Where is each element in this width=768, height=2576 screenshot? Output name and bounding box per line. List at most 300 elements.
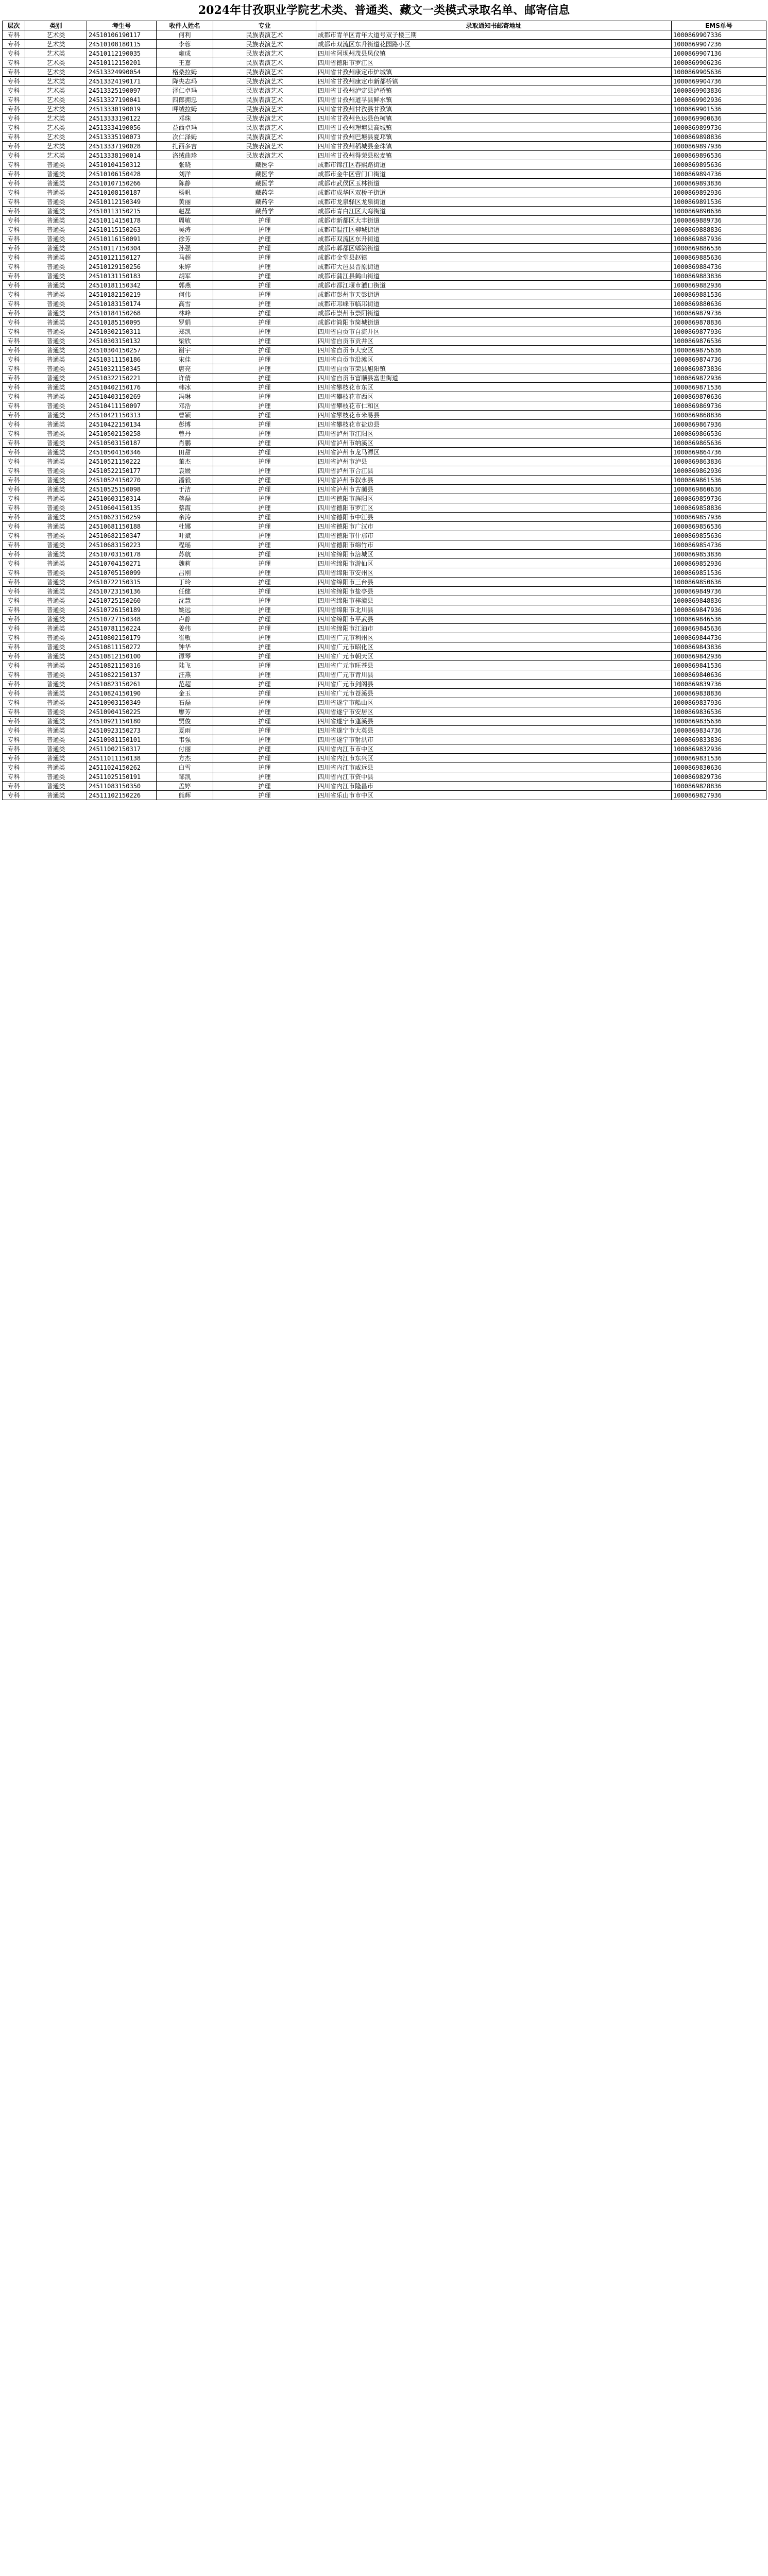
level-cell: 专科 (3, 170, 25, 179)
table-row (3, 179, 766, 188)
exam-number-cell: 24510106190117 (87, 30, 157, 40)
level-cell: 专科 (3, 95, 25, 105)
level-cell: 专科 (3, 309, 25, 318)
table-row (3, 272, 766, 281)
category-cell: 艺术类 (25, 86, 87, 95)
major-cell: 护理 (213, 744, 316, 754)
level-cell: 专科 (3, 578, 25, 587)
recipient-cell: 魏莉 (157, 559, 213, 568)
address-cell: 四川省泸州市纳溪区 (316, 438, 672, 448)
ems-number-cell: 1000869841536 (672, 661, 766, 670)
ems-number-cell: 1000869839736 (672, 680, 766, 689)
address-cell: 成都市青羊区青年大道号双子楼三期 (316, 30, 672, 40)
level-cell: 专科 (3, 364, 25, 374)
category-cell: 普通类 (25, 466, 87, 476)
level-cell: 专科 (3, 86, 25, 95)
exam-number-cell: 24510108180115 (87, 40, 157, 49)
major-cell: 护理 (213, 791, 316, 800)
ems-number-cell: 1000869844736 (672, 633, 766, 642)
major-cell: 护理 (213, 726, 316, 735)
exam-number-cell: 24510181150342 (87, 281, 157, 290)
recipient-cell: 次仁泽姆 (157, 132, 213, 142)
exam-number-cell: 24510303150132 (87, 336, 157, 346)
major-cell: 护理 (213, 689, 316, 698)
category-cell: 普通类 (25, 587, 87, 596)
address-cell: 四川省甘孜州理塘县高城镇 (316, 123, 672, 132)
table-row (3, 420, 766, 429)
category-cell: 普通类 (25, 401, 87, 411)
recipient-cell: 任健 (157, 587, 213, 596)
level-cell: 专科 (3, 346, 25, 355)
ems-number-cell: 1000869867936 (672, 420, 766, 429)
level-cell: 专科 (3, 707, 25, 717)
level-cell: 专科 (3, 717, 25, 726)
recipient-cell: 张晓 (157, 160, 213, 170)
category-cell: 艺术类 (25, 123, 87, 132)
major-cell: 民族表演艺术 (213, 40, 316, 49)
exam-number-cell: 24510802150179 (87, 633, 157, 642)
level-cell: 专科 (3, 160, 25, 170)
ems-number-cell: 1000869865636 (672, 438, 766, 448)
major-cell: 护理 (213, 503, 316, 513)
level-cell: 专科 (3, 596, 25, 605)
ems-number-cell: 1000869830636 (672, 763, 766, 772)
category-cell: 普通类 (25, 170, 87, 179)
ems-number-cell: 1000869891536 (672, 197, 766, 207)
category-cell: 普通类 (25, 290, 87, 299)
category-cell: 艺术类 (25, 142, 87, 151)
table-row (3, 661, 766, 670)
category-cell: 普通类 (25, 262, 87, 272)
exam-number-cell: 24510112150201 (87, 58, 157, 67)
recipient-cell: 李蓉 (157, 40, 213, 49)
table-row (3, 559, 766, 568)
major-cell: 护理 (213, 735, 316, 744)
table-row (3, 346, 766, 355)
recipient-cell: 徐芳 (157, 234, 213, 244)
level-cell: 专科 (3, 123, 25, 132)
address-cell: 四川省泸州市泸县 (316, 457, 672, 466)
exam-number-cell: 24510705150099 (87, 568, 157, 578)
table-row (3, 448, 766, 457)
recipient-cell: 胡军 (157, 272, 213, 281)
address-cell: 四川省德阳市什邡市 (316, 531, 672, 540)
recipient-cell: 白雪 (157, 763, 213, 772)
table-row (3, 680, 766, 689)
address-cell: 四川省攀枝花市西区 (316, 392, 672, 401)
address-cell: 四川省广元市青川县 (316, 670, 672, 680)
major-cell: 护理 (213, 429, 316, 438)
major-cell: 民族表演艺术 (213, 77, 316, 86)
exam-number-cell: 24511083150350 (87, 782, 157, 791)
ems-number-cell: 1000869856536 (672, 522, 766, 531)
exam-number-cell: 24510107150266 (87, 179, 157, 188)
category-cell: 普通类 (25, 374, 87, 383)
exam-number-cell: 24510121150127 (87, 253, 157, 262)
address-cell: 四川省广元市旺苍县 (316, 661, 672, 670)
table-row (3, 40, 766, 49)
ems-number-cell: 1000869862936 (672, 466, 766, 476)
recipient-cell: 蒋磊 (157, 494, 213, 503)
ems-number-cell: 1000869855636 (672, 531, 766, 540)
address-cell: 四川省遂宁市船山区 (316, 698, 672, 707)
level-cell: 专科 (3, 336, 25, 346)
ems-number-cell: 1000869887936 (672, 234, 766, 244)
exam-number-cell: 24510422150134 (87, 420, 157, 429)
category-cell: 普通类 (25, 299, 87, 309)
level-cell: 专科 (3, 188, 25, 197)
address-cell: 成都市金堂县赵镇 (316, 253, 672, 262)
exam-number-cell: 24510117150304 (87, 244, 157, 253)
table-row (3, 336, 766, 346)
exam-number-cell: 24511025150191 (87, 772, 157, 782)
category-cell: 普通类 (25, 707, 87, 717)
major-cell: 护理 (213, 318, 316, 327)
major-cell: 护理 (213, 466, 316, 476)
ems-number-cell: 1000869870636 (672, 392, 766, 401)
level-cell: 专科 (3, 197, 25, 207)
ems-number-cell: 1000869899736 (672, 123, 766, 132)
category-cell: 普通类 (25, 624, 87, 633)
address-cell: 四川省德阳市罗江区 (316, 503, 672, 513)
table-row (3, 782, 766, 791)
recipient-cell: 泽仁卓玛 (157, 86, 213, 95)
major-cell: 民族表演艺术 (213, 142, 316, 151)
major-cell: 护理 (213, 216, 316, 225)
address-cell: 四川省泸州市叙永县 (316, 476, 672, 485)
recipient-cell: 刘洋 (157, 170, 213, 179)
table-row (3, 698, 766, 707)
ems-number-cell: 1000869886536 (672, 244, 766, 253)
table-row (3, 392, 766, 401)
recipient-cell: 曹颖 (157, 411, 213, 420)
ems-number-cell: 1000869879736 (672, 309, 766, 318)
exam-number-cell: 24510182150219 (87, 290, 157, 299)
ems-number-cell: 1000869857936 (672, 513, 766, 522)
table-row (3, 624, 766, 633)
address-cell: 四川省自贡市荣县旭阳镇 (316, 364, 672, 374)
category-cell: 普通类 (25, 735, 87, 744)
level-cell: 专科 (3, 411, 25, 420)
category-cell: 普通类 (25, 782, 87, 791)
major-cell: 护理 (213, 290, 316, 299)
category-cell: 艺术类 (25, 40, 87, 49)
major-cell: 护理 (213, 670, 316, 680)
level-cell: 专科 (3, 253, 25, 262)
address-cell: 成都市彭州市天彭街道 (316, 290, 672, 299)
table-row (3, 485, 766, 494)
ems-number-cell: 1000869878836 (672, 318, 766, 327)
table-row (3, 262, 766, 272)
address-cell: 四川省绵阳市梓潼县 (316, 596, 672, 605)
category-cell: 普通类 (25, 197, 87, 207)
exam-number-cell: 24510722150315 (87, 578, 157, 587)
major-cell: 护理 (213, 225, 316, 234)
table-row (3, 197, 766, 207)
ems-number-cell: 1000869829736 (672, 772, 766, 782)
category-cell: 普通类 (25, 763, 87, 772)
ems-number-cell: 1000869903836 (672, 86, 766, 95)
address-cell: 成都市青白江区大弯街道 (316, 207, 672, 216)
ems-number-cell: 1000869858836 (672, 503, 766, 513)
category-cell: 普通类 (25, 791, 87, 800)
major-cell: 护理 (213, 652, 316, 661)
address-cell: 四川省乐山市市中区 (316, 791, 672, 800)
level-cell: 专科 (3, 531, 25, 540)
category-cell: 普通类 (25, 661, 87, 670)
exam-number-cell: 24510503150187 (87, 438, 157, 448)
table-header-row (3, 21, 766, 30)
exam-number-cell: 24510725150260 (87, 596, 157, 605)
level-cell: 专科 (3, 262, 25, 272)
table-row (3, 207, 766, 216)
address-cell: 四川省甘孜州道孚县鲜水镇 (316, 95, 672, 105)
address-cell: 四川省甘孜州康定市新都桥镇 (316, 77, 672, 86)
level-cell: 专科 (3, 327, 25, 336)
level-cell: 专科 (3, 503, 25, 513)
table-row (3, 105, 766, 114)
category-cell: 艺术类 (25, 132, 87, 142)
level-cell: 专科 (3, 782, 25, 791)
recipient-cell: 吴涛 (157, 225, 213, 234)
major-cell: 护理 (213, 281, 316, 290)
recipient-cell: 叶斌 (157, 531, 213, 540)
table-row (3, 735, 766, 744)
level-cell: 专科 (3, 207, 25, 216)
table-row (3, 114, 766, 123)
level-cell: 专科 (3, 40, 25, 49)
table-row (3, 476, 766, 485)
table-row (3, 605, 766, 615)
major-cell: 护理 (213, 624, 316, 633)
ems-number-cell: 1000869831536 (672, 754, 766, 763)
ems-number-cell: 1000869907336 (672, 30, 766, 40)
category-cell: 普通类 (25, 717, 87, 726)
major-cell: 护理 (213, 244, 316, 253)
table-row (3, 670, 766, 680)
header-level: 层次 (3, 21, 25, 30)
address-cell: 四川省德阳市绵竹市 (316, 540, 672, 550)
category-cell: 普通类 (25, 383, 87, 392)
category-cell: 普通类 (25, 438, 87, 448)
ems-number-cell: 1000869850636 (672, 578, 766, 587)
category-cell: 普通类 (25, 513, 87, 522)
recipient-cell: 孙强 (157, 244, 213, 253)
exam-number-cell: 24513330190019 (87, 105, 157, 114)
ems-number-cell: 1000869854736 (672, 540, 766, 550)
exam-number-cell: 24510185150095 (87, 318, 157, 327)
exam-number-cell: 24510116150091 (87, 234, 157, 244)
category-cell: 普通类 (25, 680, 87, 689)
major-cell: 护理 (213, 763, 316, 772)
major-cell: 护理 (213, 707, 316, 717)
address-cell: 四川省甘孜州泸定县泸桥镇 (316, 86, 672, 95)
exam-number-cell: 24513327190041 (87, 95, 157, 105)
table-row (3, 170, 766, 179)
ems-number-cell: 1000869836536 (672, 707, 766, 717)
table-row (3, 578, 766, 587)
major-cell: 护理 (213, 476, 316, 485)
address-cell: 成都市邛崃市临邛街道 (316, 299, 672, 309)
major-cell: 护理 (213, 457, 316, 466)
recipient-cell: 肖鹏 (157, 438, 213, 448)
exam-number-cell: 24513324990054 (87, 67, 157, 77)
ems-number-cell: 1000869838836 (672, 689, 766, 698)
category-cell: 普通类 (25, 411, 87, 420)
table-row (3, 95, 766, 105)
address-cell: 四川省绵阳市平武县 (316, 615, 672, 624)
ems-number-cell: 1000869900636 (672, 114, 766, 123)
category-cell: 艺术类 (25, 67, 87, 77)
major-cell: 护理 (213, 364, 316, 374)
major-cell: 护理 (213, 642, 316, 652)
recipient-cell: 姜伟 (157, 624, 213, 633)
ems-number-cell: 1000869863836 (672, 457, 766, 466)
recipient-cell: 何利 (157, 30, 213, 40)
level-cell: 专科 (3, 30, 25, 40)
recipient-cell: 卢静 (157, 615, 213, 624)
ems-number-cell: 1000869834736 (672, 726, 766, 735)
category-cell: 普通类 (25, 318, 87, 327)
level-cell: 专科 (3, 624, 25, 633)
category-cell: 艺术类 (25, 95, 87, 105)
address-cell: 四川省绵阳市三台县 (316, 578, 672, 587)
major-cell: 藏药学 (213, 188, 316, 197)
major-cell: 民族表演艺术 (213, 86, 316, 95)
category-cell: 普通类 (25, 772, 87, 782)
exam-number-cell: 24513335190073 (87, 132, 157, 142)
table-row (3, 726, 766, 735)
recipient-cell: 冯琳 (157, 392, 213, 401)
address-cell: 四川省广元市苍溪县 (316, 689, 672, 698)
recipient-cell: 丁玲 (157, 578, 213, 587)
recipient-cell: 熊辉 (157, 791, 213, 800)
header-recipient: 收件人姓名 (157, 21, 213, 30)
table-body (3, 30, 766, 800)
recipient-cell: 金玉 (157, 689, 213, 698)
address-cell: 成都市武侯区玉林街道 (316, 179, 672, 188)
major-cell: 护理 (213, 522, 316, 531)
address-cell: 成都市郫都区郫筒街道 (316, 244, 672, 253)
recipient-cell: 袁媛 (157, 466, 213, 476)
exam-number-cell: 24510184150268 (87, 309, 157, 318)
table-row (3, 568, 766, 578)
level-cell: 专科 (3, 299, 25, 309)
ems-number-cell: 1000869832936 (672, 744, 766, 754)
recipient-cell: 杨帆 (157, 188, 213, 197)
major-cell: 民族表演艺术 (213, 105, 316, 114)
recipient-cell: 邓浩 (157, 401, 213, 411)
ems-number-cell: 1000869828836 (672, 782, 766, 791)
major-cell: 护理 (213, 494, 316, 503)
major-cell: 护理 (213, 253, 316, 262)
level-cell: 专科 (3, 58, 25, 67)
level-cell: 专科 (3, 438, 25, 448)
ems-number-cell: 1000869837936 (672, 698, 766, 707)
exam-number-cell: 24510921150180 (87, 717, 157, 726)
exam-number-cell: 24510521150222 (87, 457, 157, 466)
exam-number-cell: 24510403150269 (87, 392, 157, 401)
level-cell: 专科 (3, 615, 25, 624)
recipient-cell: 彭博 (157, 420, 213, 429)
address-cell: 四川省德阳市罗江区 (316, 58, 672, 67)
ems-number-cell: 1000869883836 (672, 272, 766, 281)
address-cell: 四川省自贡市大安区 (316, 346, 672, 355)
ems-number-cell: 1000869843836 (672, 642, 766, 652)
level-cell: 专科 (3, 392, 25, 401)
level-cell: 专科 (3, 132, 25, 142)
level-cell: 专科 (3, 67, 25, 77)
table-row (3, 411, 766, 420)
level-cell: 专科 (3, 494, 25, 503)
address-cell: 四川省自贡市自流井区 (316, 327, 672, 336)
exam-number-cell: 24513334190056 (87, 123, 157, 132)
major-cell: 护理 (213, 513, 316, 522)
ems-number-cell: 1000869842936 (672, 652, 766, 661)
recipient-cell: 田甜 (157, 448, 213, 457)
address-cell: 四川省内江市威远县 (316, 763, 672, 772)
address-cell: 四川省广元市剑阁县 (316, 680, 672, 689)
level-cell: 专科 (3, 642, 25, 652)
recipient-cell: 蔡霞 (157, 503, 213, 513)
table-row (3, 160, 766, 170)
table-row (3, 457, 766, 466)
recipient-cell: 梁欣 (157, 336, 213, 346)
table-row (3, 642, 766, 652)
table-row (3, 503, 766, 513)
category-cell: 普通类 (25, 642, 87, 652)
exam-number-cell: 24510923150273 (87, 726, 157, 735)
exam-number-cell: 24511002150317 (87, 744, 157, 754)
header-major: 专业 (213, 21, 316, 30)
recipient-cell: 余涛 (157, 513, 213, 522)
ems-number-cell: 1000869885636 (672, 253, 766, 262)
level-cell: 专科 (3, 513, 25, 522)
category-cell: 普通类 (25, 281, 87, 290)
major-cell: 民族表演艺术 (213, 58, 316, 67)
exam-number-cell: 24510525150098 (87, 485, 157, 494)
ems-number-cell: 1000869907136 (672, 49, 766, 58)
table-row (3, 633, 766, 642)
table-row (3, 216, 766, 225)
address-cell: 四川省内江市隆昌市 (316, 782, 672, 791)
major-cell: 护理 (213, 485, 316, 494)
recipient-cell: 许倩 (157, 374, 213, 383)
ems-number-cell: 1000869881536 (672, 290, 766, 299)
major-cell: 民族表演艺术 (213, 132, 316, 142)
level-cell: 专科 (3, 374, 25, 383)
exam-number-cell: 24510681150188 (87, 522, 157, 531)
ems-number-cell: 1000869848836 (672, 596, 766, 605)
address-cell: 四川省内江市资中县 (316, 772, 672, 782)
recipient-cell: 周敏 (157, 216, 213, 225)
address-cell: 四川省广元市昭化区 (316, 642, 672, 652)
level-cell: 专科 (3, 485, 25, 494)
recipient-cell: 陆飞 (157, 661, 213, 670)
ems-number-cell: 1000869859736 (672, 494, 766, 503)
level-cell: 专科 (3, 179, 25, 188)
address-cell: 四川省泸州市古蔺县 (316, 485, 672, 494)
ems-number-cell: 1000869882936 (672, 281, 766, 290)
address-cell: 四川省泸州市合江县 (316, 466, 672, 476)
major-cell: 民族表演艺术 (213, 95, 316, 105)
address-cell: 成都市新都区大丰街道 (316, 216, 672, 225)
level-cell: 专科 (3, 670, 25, 680)
category-cell: 普通类 (25, 457, 87, 466)
exam-number-cell: 24510603150314 (87, 494, 157, 503)
address-cell: 四川省甘孜州稻城县金珠镇 (316, 142, 672, 151)
recipient-cell: 于洁 (157, 485, 213, 494)
